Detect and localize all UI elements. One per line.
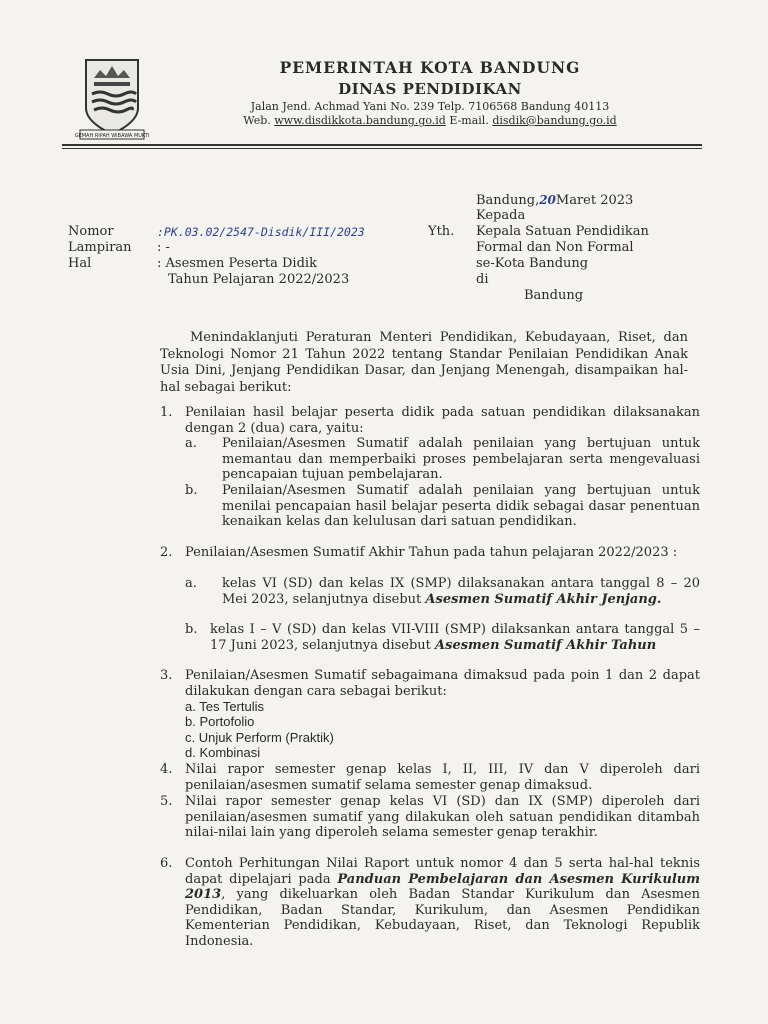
item-3d: d. Kombinasi <box>185 745 261 760</box>
item-1a-number: a. <box>185 436 197 451</box>
recipient-city: Bandung <box>524 288 584 303</box>
item-3-text: Penilaian/Asesmen Sumatif sebagaimana dimaksud pada poin 1 dan 2 dapat dilakukan dengan cara sebagai berikut: <box>185 668 700 699</box>
item-1-number: 1. <box>160 405 173 420</box>
item-6-text <box>185 856 700 949</box>
item-2a-text <box>222 576 700 607</box>
web-link[interactable]: www.disdikkota.bandung.go.id <box>274 114 446 127</box>
item-1a-text: Penilaian/Asesmen Sumatif adalah penilaian yang bertujuan untuk memantau dan memperbaiki proses pembelajaran serta mengevaluasi pencapaian tujuan pembelajaran. <box>222 436 700 482</box>
item-4-number: 4. <box>160 762 173 777</box>
item-1-text: Penilaian hasil belajar peserta didik pada satuan pendidikan dilaksanakan dengan 2 (dua) cara, yaitu: <box>185 405 700 436</box>
item-2b-number: b. <box>185 622 198 637</box>
web-label: Web. <box>243 114 271 127</box>
item-2b-body: kelas I – V (SD) dan kelas VII-VIII (SMP) dilaksankan antara tanggal 5 – 17 Juni 2023, selanjutnya disebut <box>210 622 700 653</box>
recipient-yth: Yth. <box>428 224 455 239</box>
intro-paragraph: Menindaklanjuti Peraturan Menteri Pendidikan, Kebudayaan, Riset, dan Teknologi Nomor 21 Tahun 2022 tentang Standar Penilaian Pendidikan Anak Usia Dini, Jenjang Pendidikan Dasar, dan Jenjang Menengah, disampaikan hal-hal sebagai berikut: <box>160 330 688 395</box>
item-2b-text <box>210 622 700 653</box>
svg-text:GEMAH RIPAH WIBAWA MUKTI: GEMAH RIPAH WIBAWA MUKTI <box>74 133 150 139</box>
item-5-text: Nilai rapor semester genap kelas VI (SD) dan IX (SMP) diperoleh dari penilaian/asesmen sumatif yang dilakukan oleh satuan pendidikan ditambah nilai-nilai lain yang diperoleh selama semester genap terakhir. <box>185 794 700 840</box>
header-rule-thin <box>62 148 702 149</box>
item-5-number: 5. <box>160 794 173 809</box>
item-2a-emphasis: Asesmen Sumatif Akhir Jenjang. <box>425 591 662 607</box>
contact-line <box>190 114 670 127</box>
recipient-line1: Kepala Satuan Pendidikan <box>476 224 649 239</box>
item-2a-body: kelas VI (SD) dan kelas IX (SMP) dilaksanakan antara tanggal 8 – 20 Mei 2023, selanjutnya disebut <box>222 576 700 607</box>
item-6-emphasis: Panduan Pembelajaran dan Asesmen Kurikulum 2013 <box>185 871 700 902</box>
city-emblem-icon <box>74 56 150 142</box>
recipient-di: di <box>476 272 489 287</box>
date-day: 20 <box>539 193 556 207</box>
item-2a-number: a. <box>185 576 197 591</box>
item-6-number: 6. <box>160 856 173 871</box>
item-6-body-b: , yang dikeluarkan oleh Badan Standar Kurikulum dan Asesmen Pendidikan, Badan Standar, Kurikulum, dan Asesmen Pendidikan Kementerian Pendidikan, Kebudayaan, Riset, dan Teknologi Republik Indonesia. <box>185 887 700 949</box>
recipient-line3: se-Kota Bandung <box>476 256 589 271</box>
date-city: Bandung, <box>476 193 540 208</box>
date-month-year: Maret 2023 <box>555 193 634 208</box>
hal-value-2: Tahun Pelajaran 2022/2023 <box>168 272 350 287</box>
dept-name: DINAS PENDIDIKAN <box>338 80 522 98</box>
hal-label: Hal <box>68 256 92 271</box>
lampiran-label: Lampiran <box>68 240 132 255</box>
nomor-value: :PK.03.02/2547-Disdik/III/2023 <box>157 225 365 239</box>
item-1b-text: Penilaian/Asesmen Sumatif adalah penilaian yang bertujuan untuk menilai pencapaian hasil belajar peserta didik sebagai dasar penentuan kenaikan kelas dan kelulusan dari satuan pendidikan. <box>222 483 700 529</box>
email-link[interactable]: disdik@bandung.go.id <box>492 114 617 127</box>
item-3b: b. Portofolio <box>185 714 255 729</box>
item-3-number: 3. <box>160 668 173 683</box>
letter-date <box>476 192 633 209</box>
item-2b-emphasis: Asesmen Sumatif Akhir Tahun <box>435 637 657 653</box>
item-6-body-a: Contoh Perhitungan Nilai Raport untuk nomor 4 dan 5 serta hal-hal teknis dapat dipelajari pada <box>185 856 700 887</box>
item-4-text: Nilai rapor semester genap kelas I, II, III, IV dan V diperoleh dari penilaian/asesmen sumatif selama semester genap dimaksud. <box>185 762 700 793</box>
address: Jalan Jend. Achmad Yani No. 239 Telp. 7106568 Bandung 40113 <box>250 100 610 113</box>
item-1b-number: b. <box>185 483 198 498</box>
item-3c: c. Unjuk Perform (Praktik) <box>185 730 334 745</box>
email-label: E-mail. <box>449 114 489 127</box>
org-name: PEMERINTAH KOTA BANDUNG <box>279 58 581 77</box>
item-2-text: Penilaian/Asesmen Sumatif Akhir Tahun pada tahun pelajaran 2022/2023 : <box>185 545 678 560</box>
recipient-kepada: Kepada <box>476 208 526 223</box>
header-rule <box>62 144 702 146</box>
lampiran-value: : - <box>157 240 170 255</box>
hal-value: : Asesmen Peserta Didik <box>157 256 317 271</box>
item-2-number: 2. <box>160 545 173 560</box>
recipient-line2: Formal dan Non Formal <box>476 240 634 255</box>
item-3a: a. Tes Tertulis <box>185 699 265 714</box>
nomor-label: Nomor <box>68 224 114 239</box>
